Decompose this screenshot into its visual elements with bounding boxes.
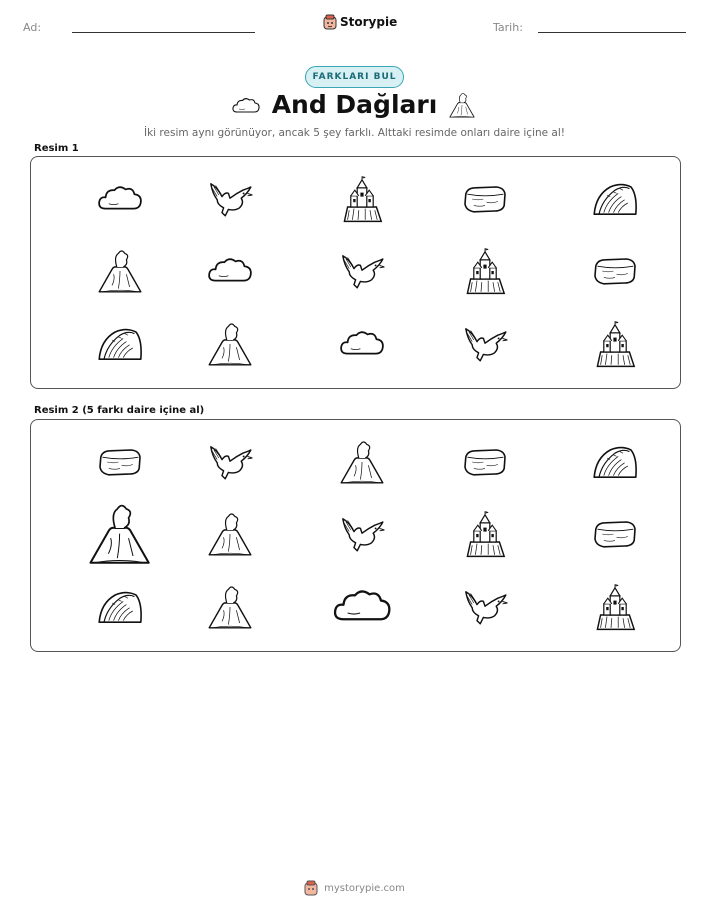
bird-icon (206, 179, 254, 219)
castle-icon (461, 247, 509, 295)
rock-icon[interactable] (591, 518, 639, 550)
footer (0, 880, 709, 896)
instructions: İki resim aynı görünüyor, ancak 5 şey farklı. Alttaki resimde onları daire içine al! (144, 127, 565, 139)
volcano-icon (206, 320, 254, 368)
footer-url[interactable]: mystorypie.com (324, 882, 405, 894)
name-label: Ad: (23, 21, 42, 34)
cloud-icon (96, 183, 144, 215)
brand-logo (323, 14, 397, 30)
cloud-icon[interactable] (331, 586, 393, 628)
date-line (538, 32, 686, 33)
rock-icon[interactable] (96, 446, 144, 478)
rock-icon[interactable] (461, 446, 509, 478)
storypie-mascot-icon (304, 880, 318, 896)
storypie-mascot-icon (323, 14, 337, 30)
worksheet-badge: FARKLARI BUL (305, 66, 404, 88)
bird-icon[interactable] (461, 587, 509, 627)
mountain-icon (591, 179, 639, 219)
castle-icon (338, 175, 386, 223)
mountain-icon (96, 324, 144, 364)
picture2-label: Resim 2 (5 farkı daire içine al) (34, 405, 205, 416)
date-label: Tarih: (493, 21, 523, 34)
bird-icon[interactable] (338, 514, 386, 554)
castle-icon (591, 320, 639, 368)
picture2-panel[interactable] (30, 419, 681, 652)
brand-name: Storypie (340, 15, 398, 29)
volcano-icon[interactable] (338, 438, 386, 486)
bird-icon (461, 324, 509, 364)
castle-icon[interactable] (591, 583, 639, 631)
title-volcano-icon (448, 90, 476, 120)
rock-icon (461, 183, 509, 215)
volcano-icon[interactable] (206, 510, 254, 558)
mountain-icon[interactable] (96, 587, 144, 627)
page-title: And Dağları (271, 90, 438, 119)
picture1-panel (30, 156, 681, 389)
cloud-icon (338, 328, 386, 360)
bird-icon[interactable] (206, 442, 254, 482)
mountain-icon[interactable] (591, 442, 639, 482)
name-line (72, 32, 255, 33)
rock-icon (591, 255, 639, 287)
picture1-label: Resim 1 (34, 143, 79, 154)
volcano-icon[interactable] (86, 500, 153, 567)
bird-icon (338, 251, 386, 291)
cloud-icon (206, 255, 254, 287)
volcano-icon (96, 247, 144, 295)
volcano-icon[interactable] (206, 583, 254, 631)
castle-icon[interactable] (461, 510, 509, 558)
